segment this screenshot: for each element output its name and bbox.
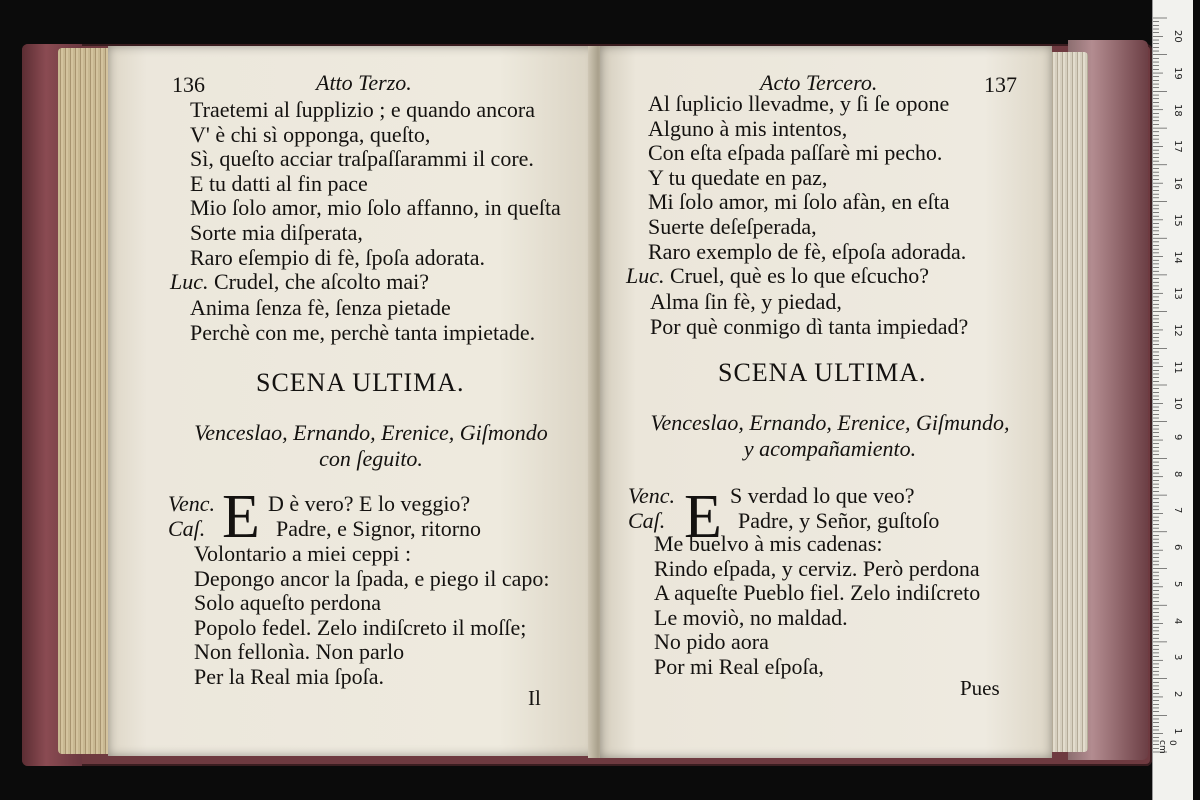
speech-text: Cruel, què es lo que eſcucho?	[670, 263, 930, 288]
characters-line: y acompañamiento.	[743, 436, 917, 461]
ruler-number: 19	[1172, 67, 1183, 80]
verse-line: Y tu quedate en paz,	[648, 164, 828, 190]
ruler-unit-label: 0 cm	[1157, 740, 1177, 754]
speech-text: D è vero? E lo veggio?	[268, 491, 471, 516]
verse-line: Mio ſolo amor, mio ſolo affanno, in queſta	[190, 195, 561, 221]
ruler-number: 14	[1172, 250, 1183, 264]
ruler-number: 4	[1172, 617, 1183, 624]
dialog-line	[168, 492, 481, 517]
right-speaker-line	[626, 264, 929, 289]
verse-line: Rindo eſpada, y cerviz. Però perdona	[654, 555, 980, 581]
speech-text: S verdad lo que veo?	[730, 483, 915, 508]
ruler-number: 12	[1172, 323, 1183, 337]
dialog-line	[628, 509, 939, 534]
left-running-title: Atto Terzo.	[316, 70, 412, 95]
right-drop-cap: E	[684, 483, 722, 551]
left-page-number: 136	[172, 72, 205, 97]
left-dialog-lines	[194, 542, 550, 690]
ruler-number: 10	[1172, 397, 1183, 411]
ruler-number: 1	[1172, 727, 1183, 735]
verse-line: Sorte mia diſperata,	[190, 219, 363, 245]
verse-line: Volontario a miei ceppi :	[194, 541, 412, 566]
verse-line: Mi ſolo amor, mi ſolo afàn, en eſta	[648, 189, 950, 215]
right-dialog-block	[628, 484, 939, 533]
verse-line: Por què conmigo dì tanta impiedad?	[650, 313, 969, 339]
verse-line: Con eſta eſpada paſſarè mi pecho.	[648, 140, 943, 166]
verse-line: Anima ſenza fè, ſenza pietade	[190, 295, 451, 320]
characters-line: Venceslao, Ernando, Erenice, Giſmondo	[194, 420, 548, 445]
verse-line: Per la Real mia ſpoſa.	[194, 663, 384, 689]
right-dialog-lines	[654, 532, 980, 680]
speech-text: Padre, e Signor, ritorno	[276, 515, 482, 541]
speech-text: Padre, y Señor, guſtoſo	[738, 507, 940, 533]
ruler-number: 3	[1172, 654, 1183, 661]
speaker-label: Luc.	[170, 269, 209, 294]
verse-line: Alma ſin fè, y piedad,	[650, 289, 842, 314]
speaker-label: Venc.	[168, 491, 216, 516]
verse-line: Solo aqueſto perdona	[194, 590, 381, 616]
ruler-number: 6	[1172, 544, 1183, 551]
measurement-ruler	[1152, 0, 1193, 800]
verse-line: Sì, queſto acciar traſpaſſarammi il core.	[190, 146, 534, 172]
right-verse-block-2	[650, 290, 968, 339]
right-catchword: Pues	[960, 676, 1000, 700]
verse-line: Popolo fedel. Zelo indiſcreto il moſſe;	[194, 614, 527, 640]
ruler-number: 18	[1172, 103, 1183, 117]
speech-text: Crudel, che aſcolto mai?	[214, 269, 430, 294]
verse-line: Me buelvo à mis cadenas:	[654, 531, 883, 556]
ruler-number: 5	[1172, 580, 1183, 588]
right-characters	[630, 410, 1030, 462]
right-verse-block	[648, 92, 966, 264]
verse-line: Raro eſempio di fè, ſpoſa adorata.	[190, 244, 486, 270]
ruler-number: 20	[1172, 30, 1183, 44]
verse-line: V' è chi sì opponga, queſto,	[190, 121, 431, 147]
verse-line: Le moviò, no maldad.	[654, 604, 848, 630]
ruler-number: 13	[1172, 287, 1183, 300]
verse-line: Perchè con me, perchè tanta impietade.	[190, 319, 536, 345]
ruler-number: 9	[1172, 434, 1183, 441]
verse-line: E tu datti al fin pace	[190, 170, 368, 196]
ruler-number: 8	[1172, 470, 1183, 478]
verse-line: Non fellonìa. Non parlo	[194, 639, 405, 665]
left-drop-cap: E	[222, 483, 260, 551]
verse-line: Traetemi al ſupplizio ; e quando ancora	[190, 97, 535, 122]
ruler-number: 11	[1172, 360, 1183, 374]
characters-line: Venceslao, Ernando, Erenice, Giſmundo,	[650, 410, 1010, 435]
left-verse-block	[190, 98, 561, 270]
verse-line: No pido aora	[654, 629, 769, 655]
right-running-title: Acto Tercero.	[760, 70, 878, 95]
verse-line: Raro exemplo de fè, eſpoſa adorada.	[648, 238, 967, 264]
verse-line: Suerte deſeſperada,	[648, 213, 817, 239]
ruler-number: 17	[1172, 140, 1183, 154]
left-scene-heading: SCENA ULTIMA.	[256, 368, 465, 397]
speaker-label: Luc.	[626, 263, 665, 288]
right-scene-heading: SCENA ULTIMA.	[718, 358, 927, 387]
ruler-number: 7	[1172, 507, 1183, 514]
ruler-number: 2	[1172, 690, 1183, 698]
ruler-number: 16	[1172, 177, 1183, 190]
left-dialog-block	[168, 492, 481, 541]
right-page-number: 137	[984, 72, 1017, 97]
speaker-label: Caſ.	[628, 507, 666, 533]
dialog-line	[628, 484, 939, 509]
characters-line: con ſeguito.	[319, 446, 423, 471]
left-verse-block-2	[190, 296, 535, 345]
verse-line: Por mi Real eſpoſa,	[654, 653, 824, 679]
speaker-label: Caſ.	[168, 515, 206, 541]
verse-line: Depongo ancor la ſpada, e piego il capo:	[194, 565, 550, 591]
left-catchword: Il	[528, 686, 541, 710]
ruler-number: 15	[1172, 213, 1183, 227]
left-characters	[176, 420, 566, 472]
dialog-line	[168, 517, 481, 542]
verse-line: Al ſuplicio llevadme, y ſi ſe opone	[648, 91, 950, 116]
speaker-label: Venc.	[628, 483, 676, 508]
verse-line: A aqueſte Pueblo fiel. Zelo indiſcreto	[654, 580, 981, 606]
verse-line: Alguno à mis intentos,	[648, 115, 848, 141]
left-speaker-line	[170, 270, 429, 295]
